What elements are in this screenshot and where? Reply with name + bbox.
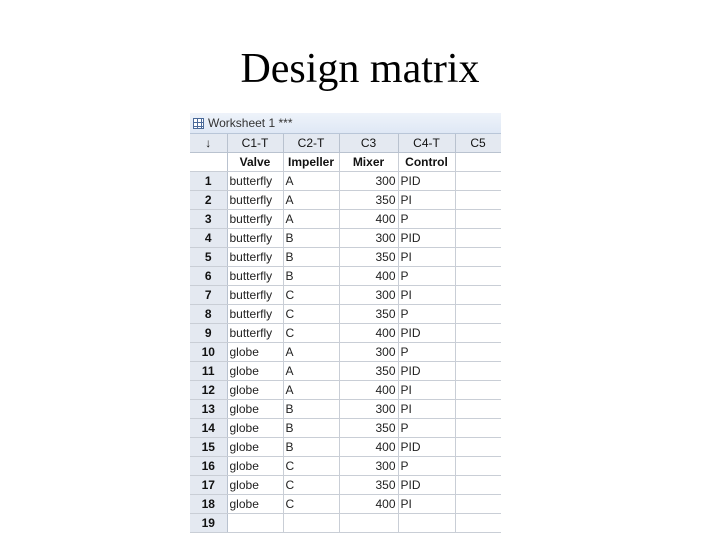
cell-impeller[interactable]: C bbox=[283, 324, 339, 343]
column-name-c5[interactable] bbox=[455, 153, 501, 172]
row-number[interactable]: 7 bbox=[190, 286, 227, 305]
table-row bbox=[190, 381, 501, 400]
row-number[interactable]: 5 bbox=[190, 248, 227, 267]
cell-control[interactable]: PID bbox=[398, 362, 455, 381]
table-row bbox=[190, 305, 501, 324]
row-number[interactable]: 12 bbox=[190, 381, 227, 400]
cell-c5[interactable] bbox=[455, 495, 501, 514]
cell-valve[interactable]: globe bbox=[227, 438, 283, 457]
cell-mixer[interactable]: 400 bbox=[339, 495, 398, 514]
cell-control[interactable]: PID bbox=[398, 476, 455, 495]
cell-mixer[interactable]: 350 bbox=[339, 362, 398, 381]
row-number[interactable]: 4 bbox=[190, 229, 227, 248]
cell-c5[interactable] bbox=[455, 381, 501, 400]
cell-control[interactable]: P bbox=[398, 267, 455, 286]
cell-c5[interactable] bbox=[455, 229, 501, 248]
cell-c5[interactable] bbox=[455, 210, 501, 229]
column-name-row bbox=[190, 153, 501, 172]
cell-impeller[interactable]: B bbox=[283, 400, 339, 419]
cell-valve[interactable]: globe bbox=[227, 419, 283, 438]
cell-impeller[interactable]: A bbox=[283, 210, 339, 229]
row-number[interactable]: 2 bbox=[190, 191, 227, 210]
cell-impeller[interactable]: A bbox=[283, 381, 339, 400]
cell-valve[interactable]: butterfly bbox=[227, 172, 283, 191]
column-name-c1[interactable]: Valve bbox=[227, 153, 283, 172]
cell-valve[interactable]: butterfly bbox=[227, 191, 283, 210]
cell-impeller[interactable]: A bbox=[283, 172, 339, 191]
row-number[interactable]: 9 bbox=[190, 324, 227, 343]
cell-valve[interactable]: globe bbox=[227, 400, 283, 419]
cell-impeller[interactable]: C bbox=[283, 286, 339, 305]
cell-c5[interactable] bbox=[455, 343, 501, 362]
cell-impeller[interactable]: B bbox=[283, 267, 339, 286]
table-row bbox=[190, 514, 501, 533]
cell-mixer[interactable]: 350 bbox=[339, 248, 398, 267]
cell-impeller[interactable]: C bbox=[283, 495, 339, 514]
slide-title: Design matrix bbox=[240, 46, 480, 92]
cell-c5[interactable] bbox=[455, 267, 501, 286]
cell-impeller[interactable]: A bbox=[283, 191, 339, 210]
cell-c5[interactable] bbox=[455, 324, 501, 343]
cell-mixer[interactable]: 400 bbox=[339, 381, 398, 400]
cell-c5[interactable] bbox=[455, 476, 501, 495]
cell-control[interactable]: PI bbox=[398, 286, 455, 305]
row-number[interactable]: 18 bbox=[190, 495, 227, 514]
row-number[interactable]: 13 bbox=[190, 400, 227, 419]
cell-impeller[interactable]: C bbox=[283, 457, 339, 476]
cell-control[interactable]: PID bbox=[398, 438, 455, 457]
cell-c5[interactable] bbox=[455, 248, 501, 267]
cell-mixer[interactable]: 400 bbox=[339, 267, 398, 286]
cell-control[interactable]: PID bbox=[398, 172, 455, 191]
cell-valve[interactable]: globe bbox=[227, 362, 283, 381]
worksheet-title: Worksheet 1 *** bbox=[208, 116, 293, 130]
cell-valve[interactable]: globe bbox=[227, 343, 283, 362]
name-row-header bbox=[190, 153, 227, 172]
cell-impeller[interactable]: C bbox=[283, 476, 339, 495]
worksheet-window[interactable] bbox=[190, 113, 501, 540]
cell-mixer[interactable]: 300 bbox=[339, 229, 398, 248]
cell-impeller[interactable]: B bbox=[283, 419, 339, 438]
cell-impeller[interactable] bbox=[283, 514, 339, 533]
data-direction-arrow-icon[interactable]: ↓ bbox=[190, 134, 227, 153]
column-id-c1[interactable]: C1-T bbox=[227, 134, 283, 153]
cell-mixer[interactable]: 350 bbox=[339, 305, 398, 324]
row-number[interactable]: 15 bbox=[190, 438, 227, 457]
worksheet-grid-icon bbox=[193, 118, 204, 129]
cell-mixer[interactable]: 350 bbox=[339, 191, 398, 210]
column-name-c3[interactable]: Mixer bbox=[339, 153, 398, 172]
cell-mixer[interactable]: 400 bbox=[339, 438, 398, 457]
cell-control[interactable]: PID bbox=[398, 229, 455, 248]
cell-mixer[interactable]: 400 bbox=[339, 210, 398, 229]
cell-c5[interactable] bbox=[455, 400, 501, 419]
cell-valve[interactable]: butterfly bbox=[227, 305, 283, 324]
row-number[interactable]: 10 bbox=[190, 343, 227, 362]
cell-control[interactable]: PI bbox=[398, 495, 455, 514]
cell-impeller[interactable]: B bbox=[283, 248, 339, 267]
column-name-c4[interactable]: Control bbox=[398, 153, 455, 172]
cell-control[interactable]: P bbox=[398, 419, 455, 438]
cell-valve[interactable]: butterfly bbox=[227, 248, 283, 267]
table-row bbox=[190, 210, 501, 229]
cell-mixer[interactable]: 350 bbox=[339, 476, 398, 495]
row-number[interactable]: 8 bbox=[190, 305, 227, 324]
cell-valve[interactable]: butterfly bbox=[227, 267, 283, 286]
table-row bbox=[190, 400, 501, 419]
cell-valve[interactable]: globe bbox=[227, 381, 283, 400]
table-row bbox=[190, 191, 501, 210]
cell-mixer[interactable]: 300 bbox=[339, 400, 398, 419]
row-number[interactable]: 17 bbox=[190, 476, 227, 495]
cell-impeller[interactable]: A bbox=[283, 362, 339, 381]
cell-impeller[interactable]: C bbox=[283, 305, 339, 324]
cell-c5[interactable] bbox=[455, 457, 501, 476]
table-row bbox=[190, 172, 501, 191]
cell-control[interactable]: PI bbox=[398, 400, 455, 419]
cell-valve[interactable]: globe bbox=[227, 476, 283, 495]
cell-valve[interactable]: globe bbox=[227, 457, 283, 476]
cell-control[interactable]: P bbox=[398, 210, 455, 229]
table-row bbox=[190, 267, 501, 286]
cell-valve[interactable]: butterfly bbox=[227, 210, 283, 229]
cell-valve[interactable]: butterfly bbox=[227, 229, 283, 248]
cell-c5[interactable] bbox=[455, 286, 501, 305]
cell-c5[interactable] bbox=[455, 305, 501, 324]
cell-impeller[interactable]: B bbox=[283, 438, 339, 457]
row-number[interactable]: 14 bbox=[190, 419, 227, 438]
cell-impeller[interactable]: B bbox=[283, 229, 339, 248]
row-number[interactable]: 11 bbox=[190, 362, 227, 381]
cell-mixer[interactable]: 300 bbox=[339, 286, 398, 305]
worksheet-grid[interactable] bbox=[190, 134, 501, 533]
row-number[interactable]: 3 bbox=[190, 210, 227, 229]
table-row bbox=[190, 438, 501, 457]
table-row bbox=[190, 343, 501, 362]
cell-control[interactable]: PI bbox=[398, 248, 455, 267]
cell-c5[interactable] bbox=[455, 438, 501, 457]
row-number[interactable]: 1 bbox=[190, 172, 227, 191]
table-row bbox=[190, 324, 501, 343]
table-row bbox=[190, 229, 501, 248]
cell-valve[interactable]: butterfly bbox=[227, 324, 283, 343]
table-row bbox=[190, 362, 501, 381]
cell-control[interactable]: PI bbox=[398, 191, 455, 210]
cell-control[interactable] bbox=[398, 514, 455, 533]
cell-control[interactable]: P bbox=[398, 343, 455, 362]
table-row bbox=[190, 457, 501, 476]
column-id-c4[interactable]: C4-T bbox=[398, 134, 455, 153]
cell-c5[interactable] bbox=[455, 191, 501, 210]
cell-control[interactable]: PI bbox=[398, 381, 455, 400]
cell-mixer[interactable]: 350 bbox=[339, 419, 398, 438]
table-row bbox=[190, 495, 501, 514]
column-id-c3[interactable]: C3 bbox=[339, 134, 398, 153]
cell-mixer[interactable]: 300 bbox=[339, 457, 398, 476]
row-number[interactable]: 6 bbox=[190, 267, 227, 286]
cell-c5[interactable] bbox=[455, 172, 501, 191]
cell-mixer[interactable]: 400 bbox=[339, 324, 398, 343]
column-id-c2[interactable]: C2-T bbox=[283, 134, 339, 153]
table-row bbox=[190, 419, 501, 438]
row-number[interactable]: 16 bbox=[190, 457, 227, 476]
row-number[interactable]: 19 bbox=[190, 514, 227, 533]
cell-mixer[interactable] bbox=[339, 514, 398, 533]
cell-c5[interactable] bbox=[455, 362, 501, 381]
worksheet-titlebar[interactable] bbox=[190, 113, 501, 134]
cell-control[interactable]: P bbox=[398, 305, 455, 324]
cell-control[interactable]: PID bbox=[398, 324, 455, 343]
cell-mixer[interactable]: 300 bbox=[339, 172, 398, 191]
cell-c5[interactable] bbox=[455, 419, 501, 438]
cell-control[interactable]: P bbox=[398, 457, 455, 476]
column-name-c2[interactable]: Impeller bbox=[283, 153, 339, 172]
column-id-c5[interactable]: C5 bbox=[455, 134, 501, 153]
table-row bbox=[190, 248, 501, 267]
cell-c5[interactable] bbox=[455, 514, 501, 533]
column-id-row bbox=[190, 134, 501, 153]
table-row bbox=[190, 286, 501, 305]
cell-mixer[interactable]: 300 bbox=[339, 343, 398, 362]
table-row bbox=[190, 476, 501, 495]
cell-valve[interactable] bbox=[227, 514, 283, 533]
cell-valve[interactable]: globe bbox=[227, 495, 283, 514]
cell-valve[interactable]: butterfly bbox=[227, 286, 283, 305]
cell-impeller[interactable]: A bbox=[283, 343, 339, 362]
